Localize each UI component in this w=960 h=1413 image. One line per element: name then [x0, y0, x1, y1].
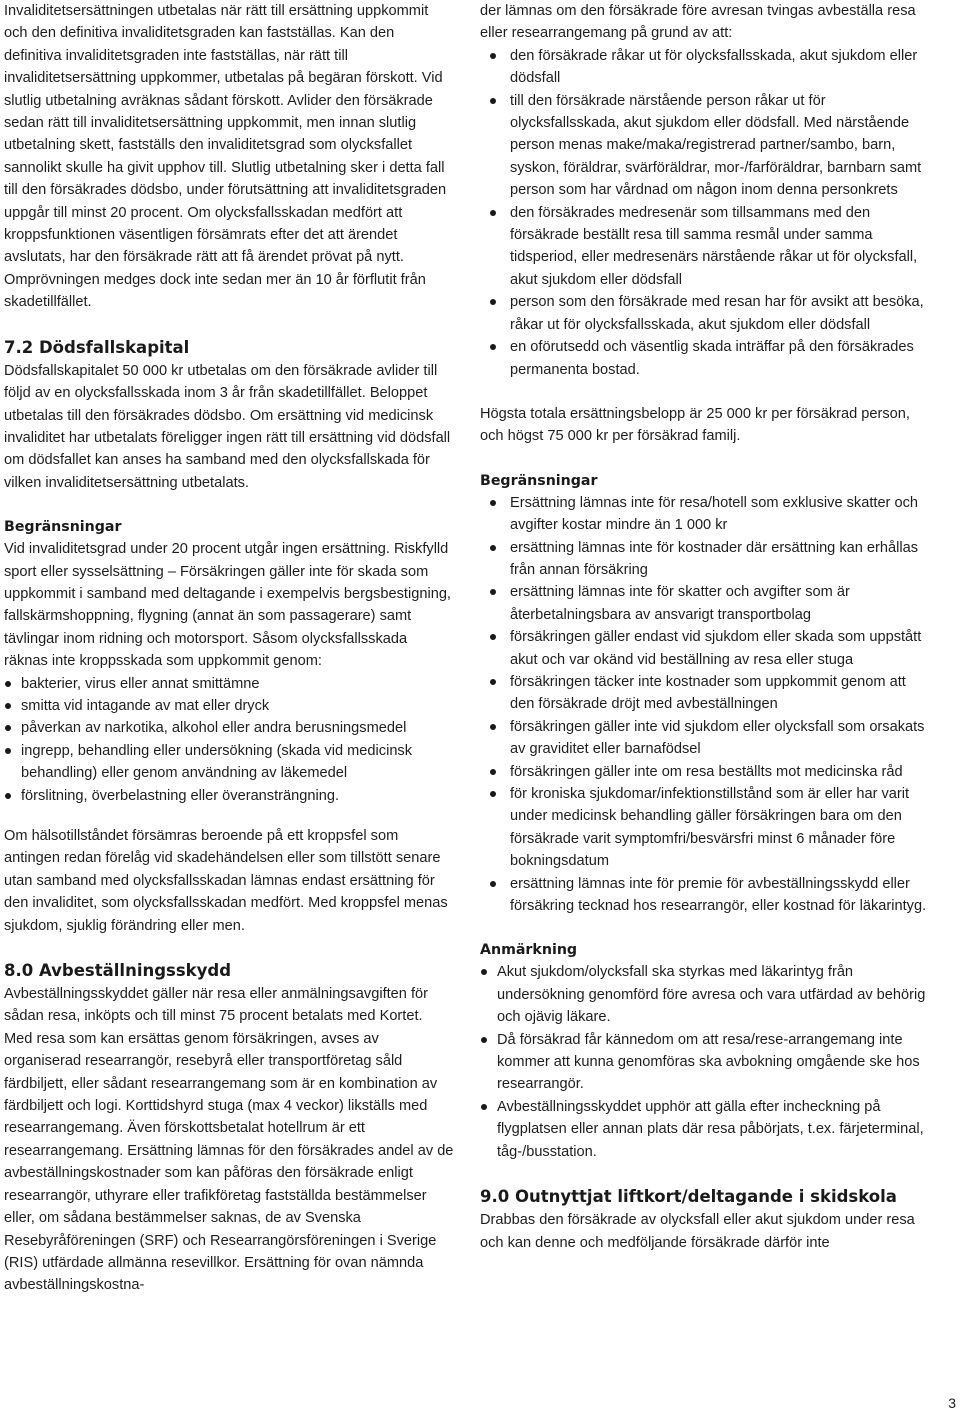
list-item: bakterier, virus eller annat smittämne [4, 673, 454, 695]
cancellation-continuation: der lämnas om den försäkrade före avresan tvingas avbeställa resa eller researrangemang på grund av att: [480, 3, 916, 42]
list-item: ingrepp, behandling eller undersökning (skada vid medicinsk behandling) eller genom användning av läkemedel [4, 740, 454, 785]
list-item: Akut sjukdom/olycksfall ska styrkas med läkarintyg från undersökning genomförd före avresa och vara utfärdad av behörig och ojävig läkare. [480, 961, 932, 1028]
section-heading-death-capital: 7.2 Dödsfallskapital [4, 337, 190, 357]
list-item: ersättning lämnas inte för premie för avbeställningsskydd eller försäkring tecknad hos researrangör, eller kostnad för läkarintyg. [480, 873, 932, 918]
death-capital-paragraph: Dödsfallskapitalet 50 000 kr utbetalas om den försäkrade avlider till följd av en olycksfallsskada inom 3 år från skadetillfället. Beloppet utbetalas till den försäkrades dödsbo. Om ersättning vid medicinsk invaliditet har utbetalats föreligger ingen rätt till ersättning vid dödsfall om dödsfallet kan anses ha samband med den olycksfallskada för vilken invaliditetsersättning utbetalats. [4, 362, 451, 491]
list-item: ersättning lämnas inte för skatter och avgifter som är återbetalningsbara av ansvarigt transportbolag [480, 581, 932, 626]
list-item: en oförutsedd och väsentlig skada inträffar på den försäkrades permanenta bostad. [480, 336, 932, 381]
list-item: person som den försäkrade med resan har för avsikt att besöka, råkar ut för olycksfallsskada, akut sjukdom eller dödsfall [480, 291, 932, 336]
cancellation-paragraph: Avbeställningsskyddet gäller när resa eller anmälningsavgiften för sådan resa, inköpts och till minst 75 procent betalats med Kortet. Med resa som kan ersättas genom försäkringen, avses av organiserad researrangör, resebyrå eller transportföretag såld färdbiljett, eller sådant researrangemang som är en kombination av färdbiljett och logi. Korttidshyrd stuga (max 4 veckor) likställs med researrangemang. Även förskottsbetalat hotellrum är ett researrangemang. Ersättning lämnas för den försäkrades andel av de avbeställningskostnader som kan påföras den försäkrade enligt researrangör, uthyrare eller trafikföretag fastställda bestämmelser eller, om sådana bestämmelser saknas, de av Svenska Resebyråföreningen (SRF) och Researrangörsföreningen i Sverige (RIS) utfärdade allmänna resevillkor. Ersättning för ovan nämnda avbeställningskostna- [4, 986, 454, 1294]
list-item: påverkan av narkotika, alkohol eller andra berusningsmedel [4, 717, 454, 739]
list-item: Avbeställningsskyddet upphör att gälla efter incheckning på flygplatsen eller annan plats där resa påbörjats, t.ex. färjeterminal, tåg-/busstation. [480, 1096, 932, 1163]
lift-pass-paragraph: Drabbas den försäkrade av olycksfall eller akut sjukdom under resa och kan denne och medföljande försäkrade därför inte [480, 1212, 915, 1251]
list-item: Ersättning lämnas inte för resa/hotell som exklusive skatter och avgifter kostar mindre än 1 000 kr [480, 492, 932, 537]
list-item: försäkringen gäller inte vid sjukdom eller olycksfall som orsakats av graviditet eller barnafödsel [480, 716, 932, 761]
list-item: försäkringen gäller inte om resa beställts mot medicinska råd [480, 761, 932, 783]
list-item: för kroniska sjukdomar/infektionstillstånd som är eller har varit under medicinsk behandling gäller försäkringen bara om den försäkrade varit symptomfri/besvärsfri minst 6 månader före bokningsdatum [480, 783, 932, 873]
cancellation-reasons-list [480, 45, 932, 381]
list-item: försäkringen gäller endast vid sjukdom eller skada som uppstått akut och var okänd vid beställning av resa eller stuga [480, 626, 932, 671]
section-heading-lift-pass: 9.0 Outnyttjat liftkort/deltagande i skidskola [480, 1187, 897, 1207]
invalidity-paragraph: Invaliditetsersättningen utbetalas när rätt till ersättning uppkommit och den definitiva invaliditetsgraden kan fastställas. Kan den definitiva invaliditetsgraden inte fastställas, när rätt till invaliditetsersättning uppkommer, utbetalas på begäran förskott. Vid slutlig utbetalning avräknas sådant förskott. Avlider den försäkrade sedan rätt till invaliditetsersättning uppkommit, men innan slutlig utbetalning skett, fastställs den invaliditetsgrad som olycksfallet sannolikt skulle ha givit upphov till. Slutlig utbetalning sker i detta fall till den försäkrades dödsbo, under förutsättning att invaliditetsgraden uppgår till minst 20 procent. Om olycksfallsskadan medfört att kroppsfunktionen väsentligen försämrats efter det att ärendet avslutats, har den försäkrade rätt att få ärendet prövat på nytt. Omprövningen medges dock inte sedan mer än 10 år förflutit från skadetillfället. [4, 3, 447, 311]
list-item: förslitning, överbelastning eller överansträngning. [4, 785, 454, 807]
page-number: 3 [948, 1395, 956, 1411]
list-item: ersättning lämnas inte för kostnader där ersättning kan erhållas från annan försäkring [480, 537, 932, 582]
section-heading-cancellation: 8.0 Avbeställningsskydd [4, 961, 232, 981]
list-item: smitta vid intagande av mat eller dryck [4, 695, 454, 717]
limitations-heading: Begränsningar [480, 472, 598, 489]
right-column [480, 0, 932, 1254]
list-item: till den försäkrade närstående person råkar ut för olycksfallsskada, akut sjukdom eller dödsfall. Med närstående person menas make/maka/registrerad partner/sambo, barn, syskon, föräldrar, svärföräldrar, mor-/farföräldrar, barnbarn samt person som har vårdnad om någon inom denna personkrets [480, 90, 932, 202]
body-defect-paragraph: Om hälsotillståndet försämras beroende på ett kroppsfel som antingen redan förelåg vid skadehändelsen eller som tillstött senare utan samband med olycksfallsskadan lämnas endast ersättning för den invaliditet, som olycksfallsskadan medfört. Med kroppsfel menas sjukdom, sjuklig förändring eller men. [4, 828, 448, 934]
limitations-heading: Begränsningar [4, 519, 122, 536]
max-amount-paragraph: Högsta totala ersättningsbelopp är 25 000 kr per försäkrad person, och högst 75 000 kr per försäkrad familj. [480, 405, 910, 445]
list-item: försäkringen täcker inte kostnader som uppkommit genom att den försäkrade dröjt med avbeställningen [480, 671, 932, 716]
remark-heading: Anmärkning [480, 942, 578, 959]
list-item: Då försäkrad får kännedom om att resa/rese-arrangemang inte kommer att kunna genomföras ska avbokning omgående ske hos researrangör. [480, 1029, 932, 1096]
list-item: den försäkrade råkar ut för olycksfallsskada, akut sjukdom eller dödsfall [480, 45, 932, 90]
limitations-paragraph: Vid invaliditetsgrad under 20 procent utgår ingen ersättning. Riskfylld sport eller sysselsättning – Försäkringen gäller inte för skada som uppkommit i samband med deltagande i exempelvis bergsbestigning, fallskärmshoppning, flygning (annat än som passagerare) samt tävlingar inom ridning och motorsport. Såsom olycksfallsskada räknas inte kroppsskada som uppkommit genom: [4, 541, 451, 670]
cancellation-limitations-list [480, 492, 932, 918]
remark-list [480, 961, 932, 1163]
list-item: den försäkrades medresenär som tillsammans med den försäkrade beställt resa till samma resmål under samma tidsperiod, eller medresenärs närstående råkar ut för olycksfall, akut sjukdom eller dödsfall [480, 202, 932, 292]
left-column [4, 0, 454, 1297]
exclusions-list [4, 673, 454, 807]
